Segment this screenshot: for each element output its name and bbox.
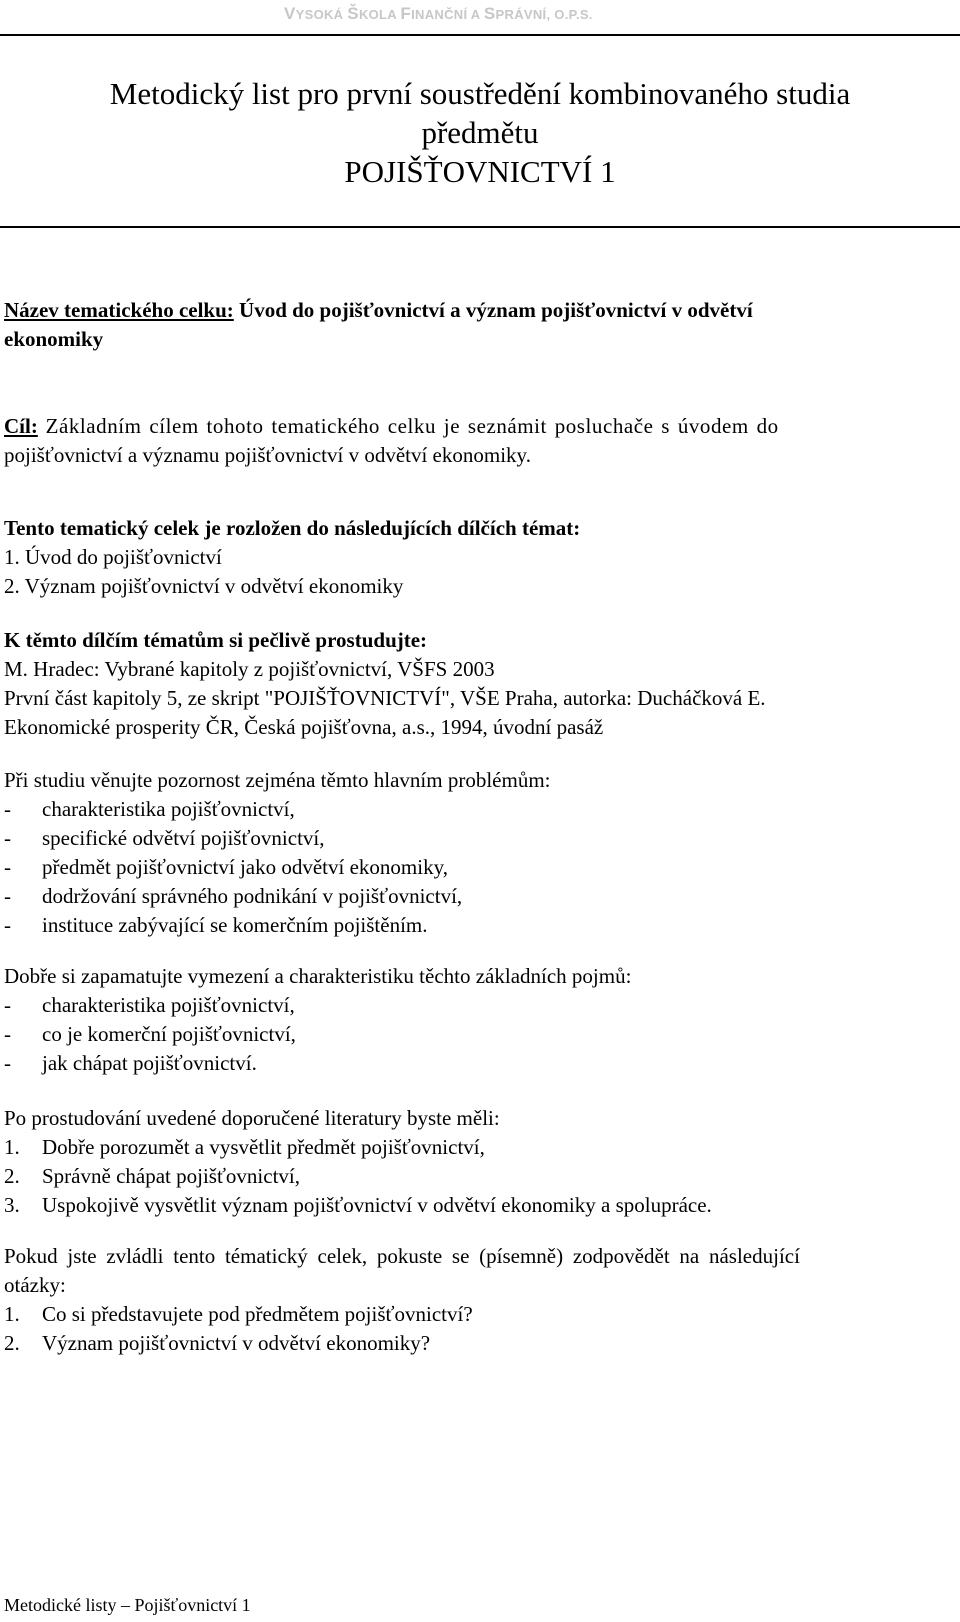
- questions-section: [4, 1242, 956, 1358]
- questions-intro-cont: otázky:: [4, 1273, 66, 1297]
- topic-value: Úvod do pojišťovnictví a význam pojišťovnictví v odvětví: [233, 298, 753, 322]
- title-rule: [0, 226, 960, 228]
- title-line-3: POJIŠŤOVNICTVÍ 1: [344, 154, 616, 189]
- list-item: - specifické odvětví pojišťovnictví,: [4, 826, 325, 850]
- goal-text-cont: pojišťovnictví a významu pojišťovnictví v odvětví ekonomiky.: [4, 443, 531, 467]
- list-item: - co je komerční pojišťovnictví,: [4, 1022, 296, 1046]
- list-item: - dodržování správného podnikání v pojišťovnictví,: [4, 884, 463, 908]
- topic-section: [4, 296, 956, 354]
- page-title: [0, 74, 960, 191]
- page-header: [0, 0, 960, 38]
- concepts-heading: Dobře si zapamatujte vymezení a charakteristiku těchto základních pojmů:: [4, 964, 632, 988]
- goal-label: Cíl:: [4, 414, 38, 438]
- list-item: - instituce zabývající se komerčním pojištěním.: [4, 913, 428, 937]
- topic-value-cont: ekonomiky: [4, 327, 104, 351]
- subtopics-section: [4, 514, 956, 601]
- list-item: 1. Co si představujete pod předmětem pojišťovnictví?: [4, 1302, 473, 1326]
- list-item: - jak chápat pojišťovnictví.: [4, 1051, 257, 1075]
- list-item: - předmět pojišťovnictví jako odvětví ekonomiky,: [4, 855, 448, 879]
- list-item: 3. Uspokojivě vysvětlit význam pojišťovnictví v odvětví ekonomiky a spolupráce.: [4, 1193, 712, 1217]
- study-section: [4, 626, 956, 742]
- page-footer: Metodické listy – Pojišťovnictví 1: [4, 1595, 251, 1615]
- school-name: VYSOKÁ ŠKOLA FINANČNÍ A SPRÁVNÍ, O.P.S.: [284, 4, 593, 23]
- subtopic-item: 2. Význam pojišťovnictví v odvětví ekonomiky: [4, 574, 404, 598]
- list-item: 2. Správně chápat pojišťovnictví,: [4, 1164, 300, 1188]
- list-item: 1. Dobře porozumět a vysvětlit předmět pojišťovnictví,: [4, 1135, 485, 1159]
- problems-heading: Při studiu věnujte pozornost zejména těmto hlavním problémům:: [4, 768, 551, 792]
- study-heading: K těmto dílčím tématům si pečlivě prostudujte:: [4, 628, 428, 652]
- outcomes-section: [4, 1104, 956, 1220]
- study-item: První část kapitoly 5, ze skript "POJIŠŤOVNICTVÍ", VŠE Praha, autorka: Ducháčková E.: [4, 686, 766, 710]
- concepts-section: [4, 962, 956, 1078]
- goal-section: [4, 412, 956, 470]
- list-item: 2. Význam pojišťovnictví v odvětví ekonomiky?: [4, 1331, 431, 1355]
- title-line-1: Metodický list pro první soustředění kombinovaného studia: [109, 76, 851, 111]
- outcomes-heading: Po prostudování uvedené doporučené literatury byste měli:: [4, 1106, 500, 1130]
- title-line-2: předmětu: [421, 115, 539, 150]
- study-item: Ekonomické prosperity ČR, Česká pojišťovna, a.s., 1994, úvodní pasáž: [4, 715, 604, 739]
- study-item: M. Hradec: Vybrané kapitoly z pojišťovnictví, VŠFS 2003: [4, 657, 495, 681]
- header-rule: [0, 34, 960, 36]
- problems-section: [4, 766, 956, 940]
- questions-intro: Pokud jste zvládli tento tématický celek, pokuste se (písemně) zodpovědět na následující: [4, 1244, 800, 1268]
- list-item: - charakteristika pojišťovnictví,: [4, 993, 295, 1017]
- subtopics-heading: Tento tematický celek je rozložen do následujících dílčích témat:: [4, 516, 581, 540]
- list-item: - charakteristika pojišťovnictví,: [4, 797, 295, 821]
- goal-text: Základním cílem tohoto tematického celku je seznámit posluchače s úvodem do: [37, 414, 779, 438]
- topic-label: Název tematického celku:: [4, 298, 234, 322]
- subtopic-item: 1. Úvod do pojišťovnictví: [4, 545, 222, 569]
